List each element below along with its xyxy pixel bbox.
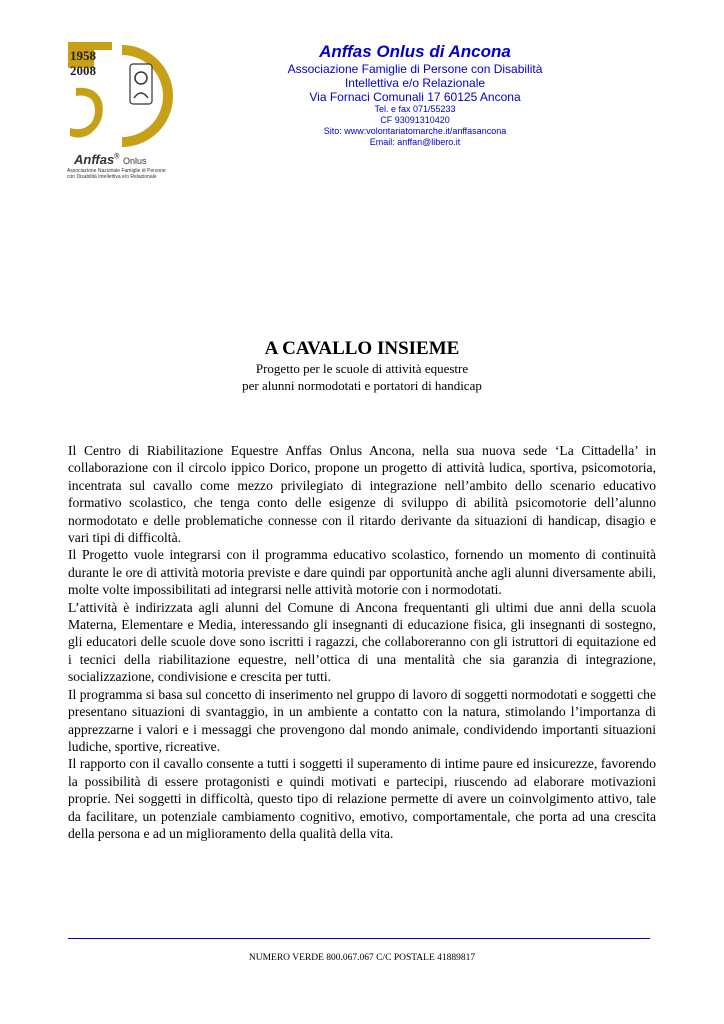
org-line-1: Associazione Famiglie di Persone con Disabilità xyxy=(287,62,543,76)
org-phone: Tel. e fax 071/55233 xyxy=(374,104,456,114)
body-text xyxy=(68,442,656,842)
document-subtitle-1: Progetto per le scuole di attività equestre xyxy=(255,361,469,376)
paragraph-2: Il Progetto vuole integrarsi con il programma educativo scolastico, fornendo un momento di continuità durante le ore di attività motoria previste e dare quindi par opportunità anche agli alunni diversamente abili, molte volte impossibilitati ad integrarsi nelle attività motorie con i normodotati. xyxy=(68,547,656,598)
logo-caption xyxy=(67,168,179,180)
logo-caption-line2: con Disabilità Intellettiva e/o Relazionale xyxy=(67,174,157,180)
logo-year-end: 2008 xyxy=(70,63,96,78)
paragraph-5: Il rapporto con il cavallo consente a tutti i soggetti il superamento di intime paure ed insicurezze, favorendo la possibilità di essere protagonisti e quindi motivati e partecipi, riuscendo ad elaborare motivazioni proprie. Nei soggetti in difficoltà, questo tipo di relazione permette di avere un coinvolgimento attivo, tale da facilitare, un potenziale cambiamento cognitivo, emotivo, comportamentale, che porta ad una crescita della persona e ad un miglioramento della qualità della vita. xyxy=(68,756,656,841)
letterhead xyxy=(255,42,575,148)
org-address: Via Fornaci Comunali 17 60125 Ancona xyxy=(309,90,521,104)
footer-text: NUMERO VERDE 800.067.067 C/C POSTALE 41889817 xyxy=(248,953,476,963)
org-email: Email: anffan@libero.it xyxy=(369,137,461,147)
title-block xyxy=(0,338,724,394)
logo-caption-line1: Associazione Nazionale Famiglie di Persone xyxy=(67,168,166,174)
org-website: Sito: www:volontariatomarche.it/anffasancona xyxy=(323,126,507,136)
logo-year-start: 1958 xyxy=(70,48,96,63)
logo-years xyxy=(70,48,96,78)
paragraph-3: L’attività è indirizzata agli alunni del Comune di Ancona frequentanti gli ultimi due anni della scuola Materna, Elementare e Media, interessando gli insegnanti di educazione fisica, gli insegnanti di sostegno, gli educatori delle scuole dove sono iscritti i ragazzi, che collaboreranno con gli istruttori di equitazione ed i tecnici della riabilitazione equestre, nell’ottica di una mentalità che sia garanzia di integrazione, socializzazione, condivisione e crescita per tutti. xyxy=(68,599,656,685)
document-title: A CAVALLO INSIEME xyxy=(264,338,460,359)
org-name: Anffas Onlus di Ancona xyxy=(319,42,511,61)
org-fiscal-code: CF 93091310420 xyxy=(380,115,450,125)
document-subtitle-2: per alunni normodotati e portatori di handicap xyxy=(242,378,482,393)
logo-brand-name: Anffas xyxy=(74,152,115,167)
anffas-logo xyxy=(66,40,178,190)
paragraph-4: Il programma si basa sul concetto di inserimento nel gruppo di lavoro di soggetti normodotati e soggetti che presentano situazioni di svantaggio, in un ambiente a contatto con la natura, stimolando l’importanza di apprezzarne i valori e i messaggi che provengono dal mondo animale, condividendo importanti situazioni ludiche, sportive, ricreative. xyxy=(68,686,656,754)
footer-divider xyxy=(68,938,650,939)
logo-brand-suffix: Onlus xyxy=(123,156,147,166)
paragraph-1: Il Centro di Riabilitazione Equestre Anffas Onlus Ancona, nella sua nuova sede ‘La Cittadella’ in collaborazione con il circolo ippico Dorico, propone un progetto di attività ludica, sportiva, psicomotoria, incentrata sul cavallo come mezzo privilegiato di integrazione nell’ambito dello scenario educativo formativo scolastico, che tenga conto delle esigenze di sviluppo di abilità psicomotorie dell’alunno normodotato e delle problematiche connesse con il ritardo derivante da situazioni di handicap, disagio e vari tipi di difficoltà. xyxy=(68,443,656,546)
logo-brand: Anffas® Onlus xyxy=(74,152,147,167)
org-line-2: Intellettiva e/o Relazionale xyxy=(344,76,486,90)
